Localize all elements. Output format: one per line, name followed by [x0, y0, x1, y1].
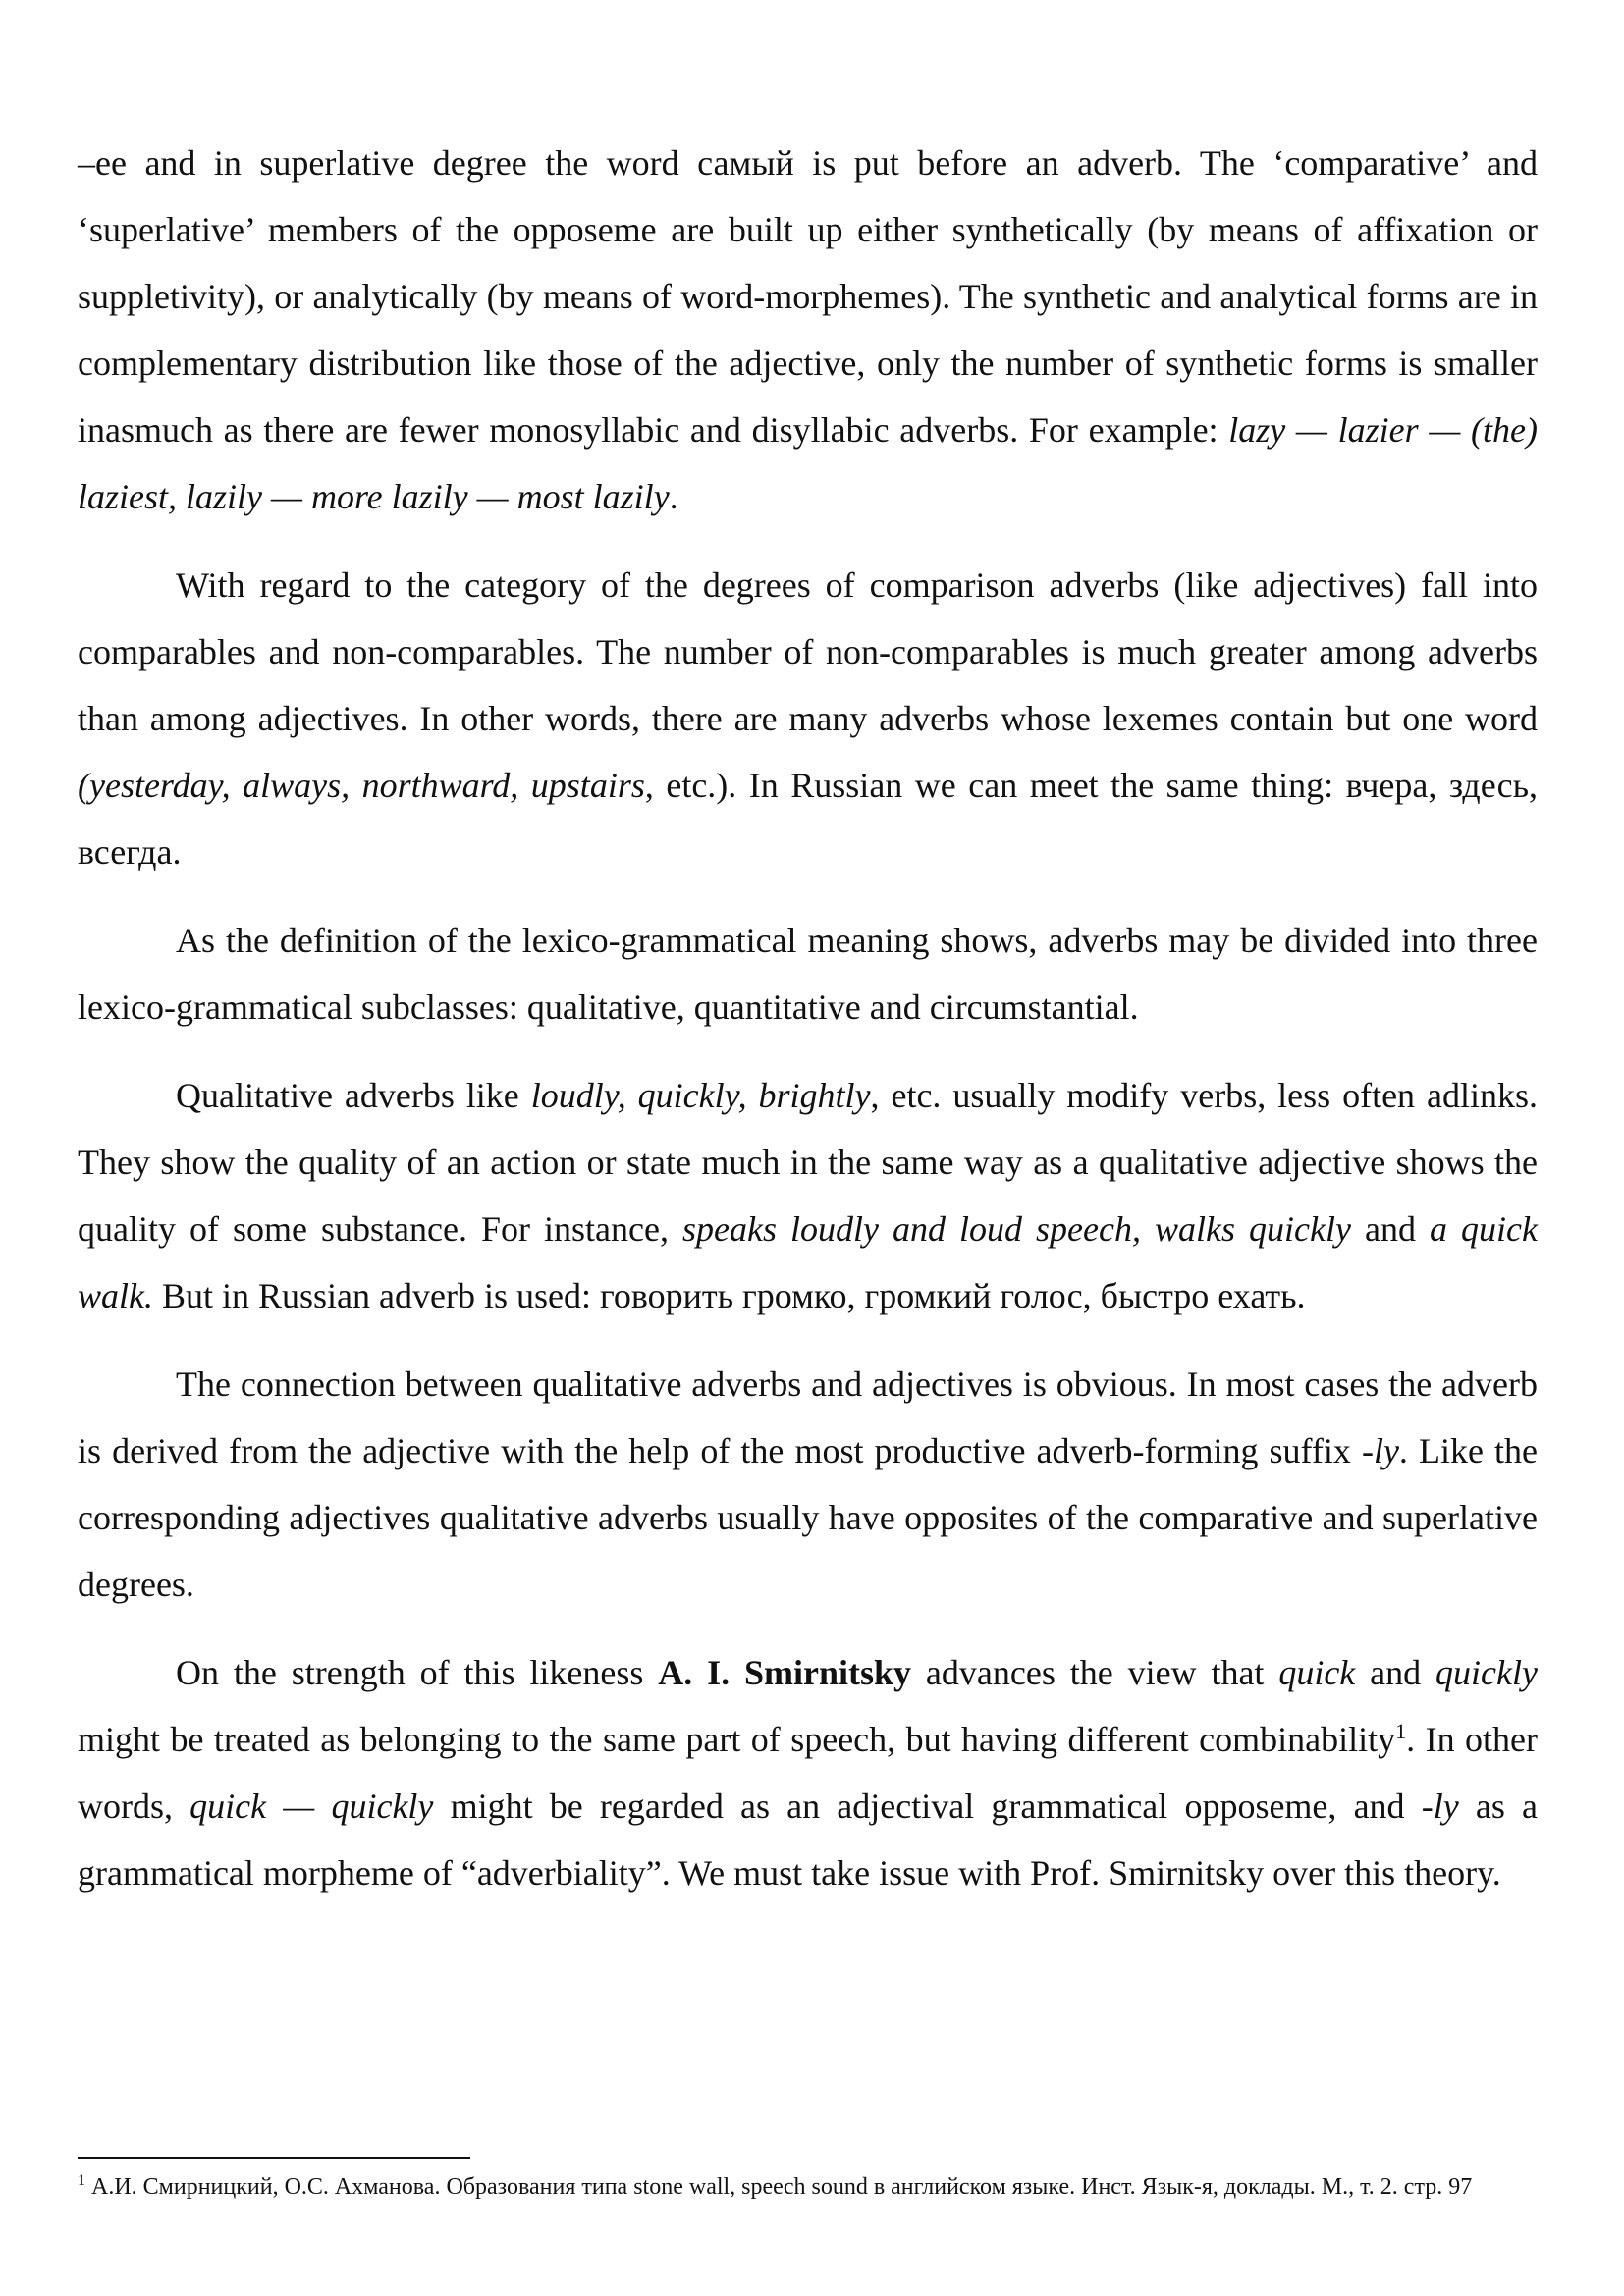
footnote-marker: 1	[78, 2172, 85, 2189]
text-run: , etc. usually modify verbs, less often adlinks. They show the quality of an action or state much in the same way as a qualitative adjective shows the quality of some substance. For instance,	[78, 1076, 1538, 1249]
text-run: as a grammatical morpheme of “adverbiality”. We must take issue with Prof. Smirnitsky over this theory.	[78, 1787, 1539, 1893]
text-run: -ly	[1361, 1431, 1399, 1470]
footnote-divider	[78, 2157, 470, 2159]
text-run: (yesterday, always, northward, upstairs	[78, 766, 645, 805]
text-run: a quick walk.	[78, 1209, 1538, 1315]
text-run: –ee and in superlative degree the word самый is put before an adverb. The ‘comparative’ and ‘superlative’ members of the opposeme are built up either synthetically (by means of affixation or suppletivity), or analytically (by means of word-morphemes). The synthetic and analytical forms are in complementary distribution like those of the adjective, only the number of synthetic forms is smaller inasmuch as there are fewer monosyllabic and disyllabic adverbs. For example:	[78, 143, 1538, 450]
text-run: advances the view that	[911, 1653, 1279, 1692]
text-run: Qualitative adverbs like	[176, 1076, 531, 1115]
text-run: speaks loudly and loud speech, walks quickly	[682, 1209, 1351, 1249]
text-run: -ly	[1421, 1787, 1459, 1826]
text-run: With regard to the category of the degrees of comparison adverbs (like adjectives) fall into comparables and non-comparables. The number of non-comparables is much greater among adverbs than among adjectives. In other words, there are many adverbs whose lexemes contain but one word	[78, 565, 1538, 738]
text-run: A. I. Smirnitsky	[658, 1653, 912, 1692]
paragraph-6	[78, 1639, 1538, 1906]
text-run: But in Russian adverb is used: говорить громко, громкий голос, быстро ехать.	[153, 1276, 1306, 1315]
footnote	[78, 2172, 1538, 2202]
footnote-reference: 1	[1395, 1719, 1407, 1743]
text-run: The connection between qualitative adverbs and adjectives is obvious. In most cases the adverb is derived from the adjective with the help of the most productive adverb-forming suffix	[78, 1364, 1538, 1470]
text-run: , etc.). In Russian we can meet the same thing: вчера, здесь, всегда.	[78, 766, 1538, 872]
text-run: .	[669, 477, 678, 516]
paragraph-4	[78, 1062, 1538, 1329]
text-run: quickly	[1435, 1653, 1538, 1692]
page-body	[78, 130, 1538, 1928]
text-run: . Like the corresponding adjectives qualitative adverbs usually have opposites of the comparative and superlative degrees.	[78, 1431, 1539, 1604]
paragraph-5	[78, 1351, 1538, 1618]
text-run: might be treated as belonging to the same part of speech, but having different combinability	[78, 1720, 1396, 1759]
paragraph-1	[78, 130, 1538, 530]
text-run: As the definition of the lexico-grammatical meaning shows, adverbs may be divided into three lexico-grammatical subclasses: qualitative, quantitative and circumstantial.	[78, 921, 1538, 1027]
text-run: and	[1350, 1209, 1430, 1249]
text-run: . In other words,	[78, 1720, 1538, 1826]
text-run: On the strength of this likeness	[176, 1653, 659, 1692]
text-run: and	[1355, 1653, 1436, 1692]
text-run: quick — quickly	[189, 1787, 434, 1826]
text-run: loudly, quickly, brightly	[530, 1076, 871, 1115]
paragraph-2	[78, 552, 1538, 885]
text-run: might be regarded as an adjectival grammatical opposeme, and	[433, 1787, 1422, 1826]
text-run: lazy — lazier — (the) laziest, lazily — more lazily — most lazily	[78, 410, 1538, 516]
text-run: quick	[1278, 1653, 1356, 1692]
paragraph-3	[78, 907, 1538, 1041]
footnote-text: А.И. Смирницкий, О.С. Ахманова. Образования типа stone wall, speech sound в английском языке. Инст. Язык-я, доклады. М., т. 2. стр. 97	[85, 2174, 1473, 2200]
